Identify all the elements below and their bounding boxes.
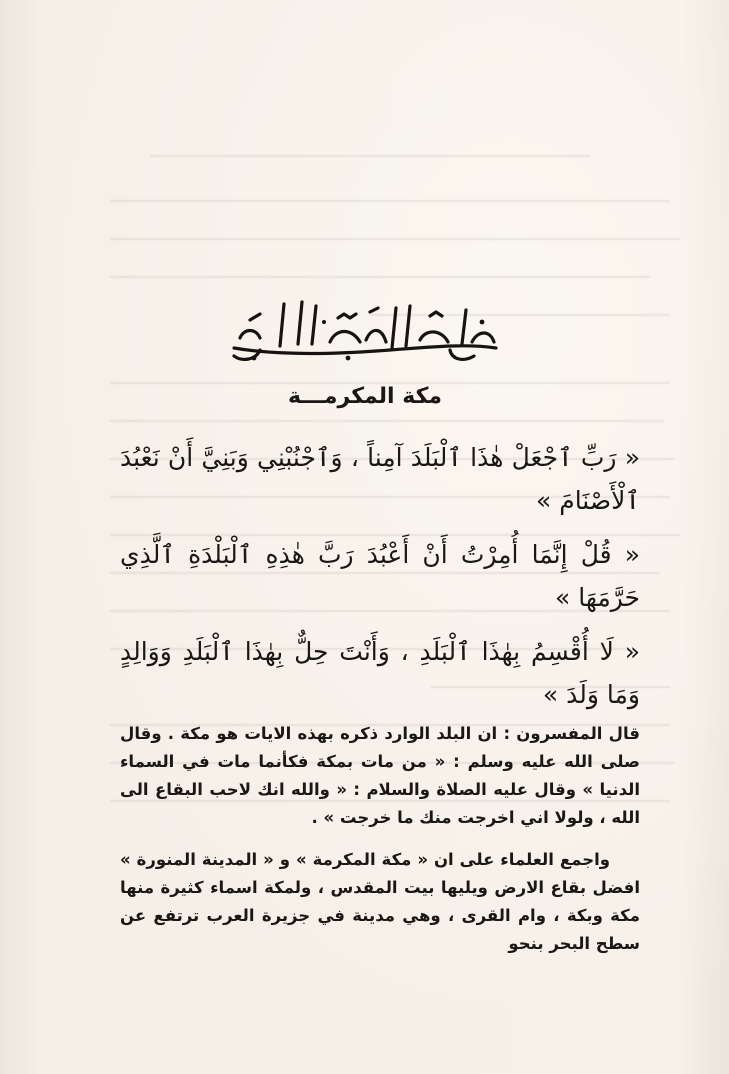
basmala-calligraphy	[220, 298, 510, 364]
paragraph: واجمع العلماء على ان « مكة المكرمة » و « المدينة المنورة » افضل بقاع الارض ويليها بيت المقدس ، ولمكة اسماء كثيرة منها مكة وبكة ، وام القرى ، وهي مدينة في جزيرة العرب ترتفع عن سطح البحر بنحو	[120, 850, 640, 953]
verse: « قُلْ إِنَّمَا أُمِرْتُ أَنْ أَعْبُدَ رَبَّ هٰذِهِ ٱلْبَلْدَةِ ٱلَّذِي حَرَّمَهَا »	[120, 540, 640, 612]
quranic-verses	[120, 436, 640, 727]
page-heading: مكة المكرمـــة	[288, 384, 442, 409]
verse: « لَا أُقْسِمُ بِهٰذَا ٱلْبَلَدِ ، وَأَنْتَ حِلٌّ بِهٰذَا ٱلْبَلَدِ وَوَالِدٍ وَمَا وَلَدَ »	[120, 637, 640, 709]
body-text	[120, 720, 640, 972]
paragraph: قال المفسرون : ان البلد الوارد ذكره بهذه الايات هو مكة . وقال صلى الله عليه وسلم : « من مات بمكة فكأنما مات في السماء الدنيا » وقال عليه الصلاة والسلام : « والله انك لاحب البقاع الى الله ، ولولا اني اخرجت منك ما خرجت » .	[120, 724, 640, 827]
verse: « رَبِّ ٱجْعَلْ هٰذَا ٱلْبَلَدَ آمِناً ، وَٱجْنُبْنِي وَبَنِيَّ أَنْ نَعْبُدَ ٱلْأَصْنَامَ »	[120, 443, 640, 515]
